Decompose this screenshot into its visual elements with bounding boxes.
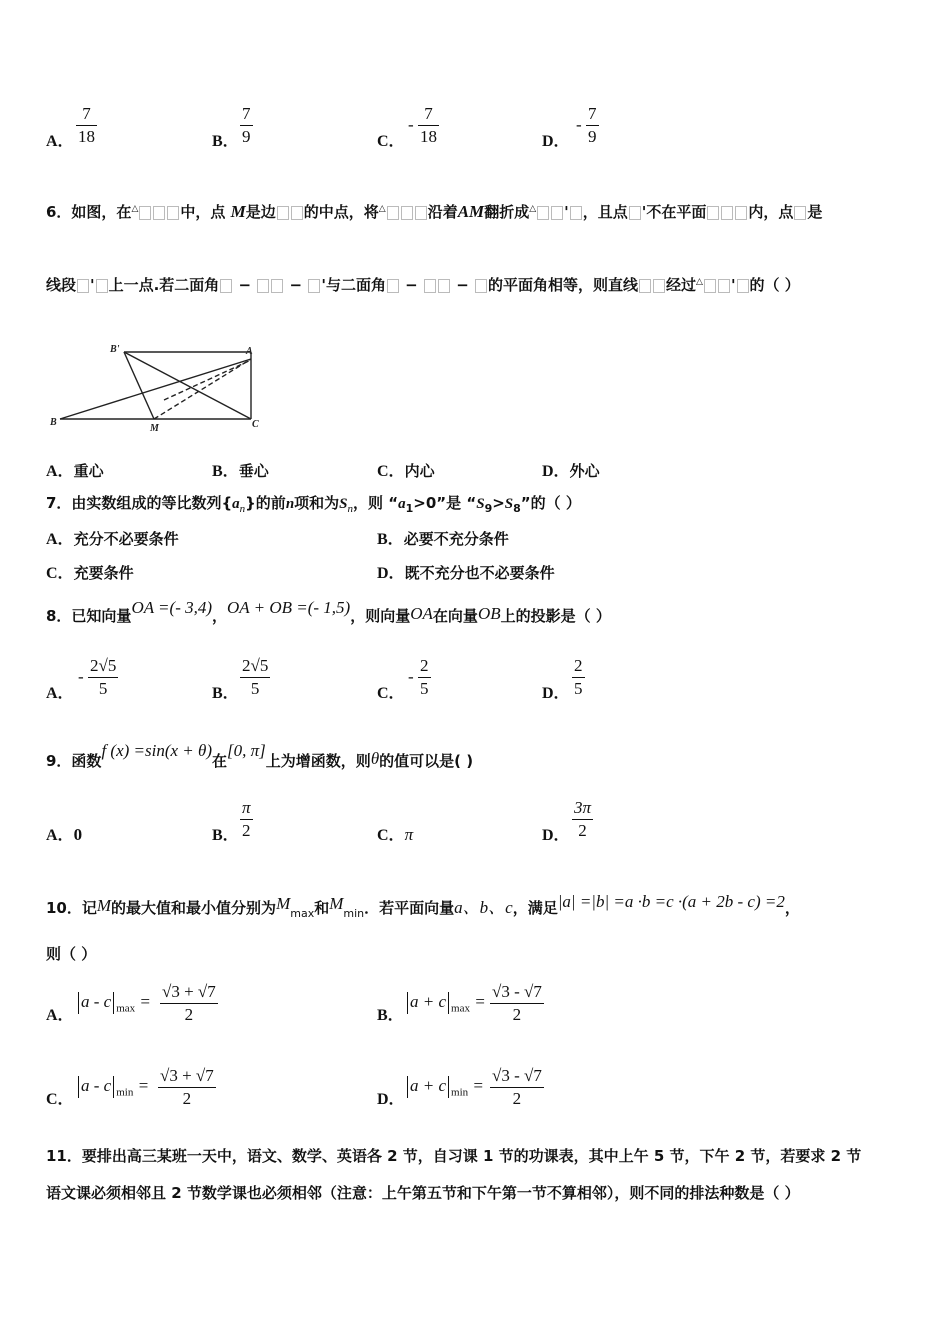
fraction: π 2 xyxy=(242,798,251,840)
option-label: B． xyxy=(212,827,239,844)
fraction: √3 - √7 2 xyxy=(492,982,542,1024)
fraction: 7 9 xyxy=(242,104,251,146)
option-label: D． xyxy=(542,685,570,702)
fraction: 7 18 xyxy=(420,104,437,146)
abs-expression: a + c $_{min}$ = xyxy=(405,1076,484,1098)
q6-option-d: D．外心 xyxy=(542,462,600,480)
point-label-m: M xyxy=(150,423,159,434)
fraction: 2 5 xyxy=(420,656,429,698)
q6-line1: 6．如图，在△ 中，点 M是边 的中点，将△ 沿着AM翻折成△ ' ，且点 '不在平面 内，点 是 xyxy=(46,202,823,221)
q6-option-c: C．内心 xyxy=(377,462,435,480)
point-label-c: C xyxy=(252,419,259,430)
point-label-b: B xyxy=(50,417,57,428)
q7-option-a: A．充分不必要条件 xyxy=(46,530,179,548)
fraction: 7 18 xyxy=(78,104,95,146)
q9-option-c: C．π xyxy=(377,825,414,844)
option-label: B． xyxy=(212,685,239,702)
option-label: C． xyxy=(46,1091,74,1108)
fraction: 7 9 xyxy=(588,104,597,146)
option-label: C． xyxy=(377,133,405,150)
q8-stem: 8．已知向量OA =(- 3,4)，OA + OB =(- 1,5)，则向量OA在向量OB上的投影是（ ） xyxy=(46,598,611,625)
option-label: B． xyxy=(377,1007,404,1024)
dashed-m-a xyxy=(154,359,251,419)
abs-expression: a - c $_{max}$ = xyxy=(76,992,151,1014)
q11-line2: 语文课必须相邻且 2 节数学课也必须相邻（注意：上午第五节和下午第一节不算相邻），则不同的排法种数是（ ） xyxy=(46,1184,800,1202)
q7-option-b: B．必要不充分条件 xyxy=(377,530,509,548)
fraction: √3 + √7 2 xyxy=(160,1066,214,1108)
q7-option-c: C．充要条件 xyxy=(46,564,134,582)
q7-option-d: D．既不充分也不必要条件 xyxy=(377,564,555,582)
q6-line2: 线段 ' 上一点.若二面角 − − '与二面角 − − 的平面角相等，则直线 经过△ ' 的（ ） xyxy=(46,276,800,294)
minus-sign: - xyxy=(576,115,582,134)
option-label: A． xyxy=(46,133,74,150)
minus-sign: - xyxy=(408,115,414,134)
option-label: D． xyxy=(542,133,570,150)
option-label: B． xyxy=(212,133,239,150)
abs-expression: a + c $_{max}$ = xyxy=(405,992,486,1014)
fraction: 2√5 5 xyxy=(242,656,269,698)
edge-bprime-m xyxy=(124,352,154,419)
abs-expression: a - c $_{min}$ = xyxy=(76,1076,149,1098)
edge-bprime-c xyxy=(124,352,251,419)
point-label-a: A xyxy=(246,346,253,357)
option-label: C． xyxy=(377,685,405,702)
option-label: D． xyxy=(377,1091,405,1108)
q9-stem: 9．函数f (x) =sin(x + θ)在[0, π]上为增函数，则θ的值可以是( ) xyxy=(46,741,474,770)
q10-line2: 则（ ） xyxy=(46,945,97,963)
q6-option-b: B．垂心 xyxy=(212,462,269,480)
minus-sign: - xyxy=(78,667,84,686)
fraction: √3 - √7 2 xyxy=(492,1066,542,1108)
q6-geometry-figure xyxy=(46,338,276,438)
q11-line1: 11．要排出高三某班一天中，语文、数学、英语各 2 节，自习课 1 节的功课表，其中上午 5 节，下午 2 节，若要求 2 节 xyxy=(46,1147,862,1165)
fraction: √3 + √7 2 xyxy=(162,982,216,1024)
q7-stem: 7．由实数组成的等比数列$\{a_n\}$的前n项和为$S_n$，则 “$a_1>0$”是 “$S_9>S_8$”的（ ） xyxy=(46,494,581,515)
q6-option-a: A．重心 xyxy=(46,462,104,480)
option-label: A． xyxy=(46,685,74,702)
fraction: 2 5 xyxy=(574,656,583,698)
fraction: 3π 2 xyxy=(574,798,592,840)
fraction: 2√5 5 xyxy=(90,656,117,698)
minus-sign: - xyxy=(408,667,414,686)
option-label: D． xyxy=(542,827,570,844)
point-label-bprime: B' xyxy=(110,344,120,355)
q9-option-a: A．0 xyxy=(46,825,83,844)
q10-stem: 10．记M的最大值和最小值分别为$M_{max}$和$M_{min}$．若平面向量a、b、c，满足|a| =|b| =a ·b =c ·(a + 2b - c) =2， xyxy=(46,892,800,920)
option-label: A． xyxy=(46,1007,74,1024)
